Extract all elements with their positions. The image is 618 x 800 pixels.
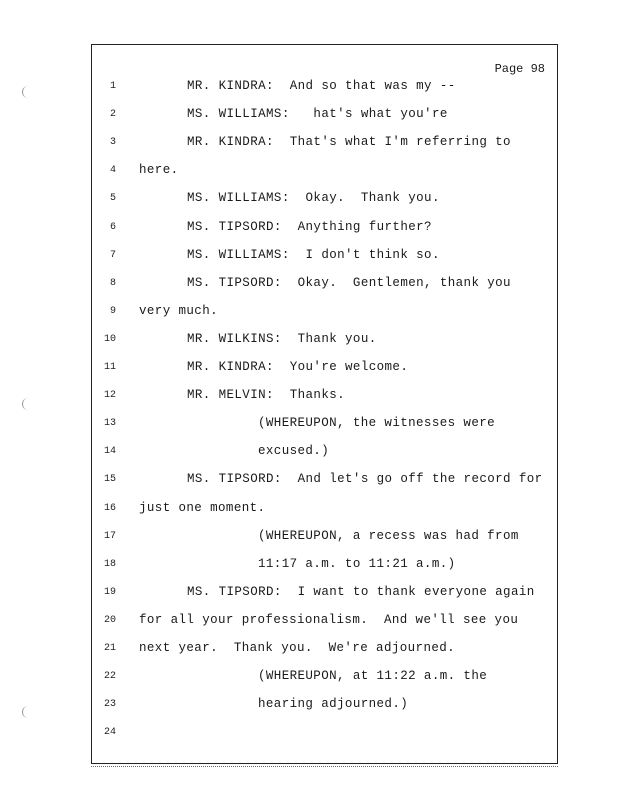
transcript-line-text: next year. Thank you. We're adjourned.: [139, 641, 456, 655]
line-number: 8: [109, 277, 116, 289]
transcript-line-text: MR. MELVIN: Thanks.: [187, 388, 346, 403]
transcript-line-text: MR. WILKINS: Thank you.: [187, 331, 377, 346]
line-number: 1: [109, 81, 116, 92]
punch-hole-mark: [22, 706, 29, 718]
line-number: 21: [103, 643, 116, 654]
line-number: 7: [109, 249, 116, 261]
line-number: 19: [103, 586, 116, 598]
transcript-line-text: here.: [139, 163, 179, 178]
line-number: 4: [109, 165, 116, 177]
line-number: 13: [103, 418, 116, 430]
transcript-line-text: 11:17 a.m. to 11:21 a.m.): [258, 556, 456, 571]
transcript-line-text: MS. TIPSORD: Okay. Gentlemen, thank you: [187, 275, 511, 290]
transcript-line-text: MS. WILLIAMS: hat's what you're: [187, 107, 448, 122]
line-number: 14: [103, 446, 116, 458]
transcript-line-text: MS. WILLIAMS: I don't think so.: [187, 247, 440, 262]
line-number: 16: [103, 502, 116, 514]
line-number: 2: [109, 109, 116, 121]
bottom-rule: [91, 766, 558, 767]
transcript-line-text: MR. KINDRA: You're welcome.: [187, 360, 409, 374]
line-number: 10: [103, 333, 116, 345]
transcript-line-text: (WHEREUPON, the witnesses were: [258, 416, 496, 431]
line-number: 15: [103, 474, 116, 486]
line-number: 3: [109, 137, 116, 149]
page-number: Page 98: [494, 62, 545, 76]
transcript-line-text: very much.: [139, 303, 219, 318]
transcript-line-text: MR. KINDRA: And so that was my --: [187, 79, 456, 93]
transcript-line-text: (WHEREUPON, at 11:22 a.m. the: [258, 669, 488, 684]
line-number: 24: [103, 727, 116, 739]
punch-hole-mark: [22, 86, 29, 98]
transcript-line-text: hearing adjourned.): [258, 697, 409, 712]
transcript-line-text: MS. WILLIAMS: Okay. Thank you.: [187, 191, 440, 206]
transcript-line-text: MS. TIPSORD: And let's go off the record for: [187, 472, 543, 487]
line-number: 20: [103, 614, 116, 626]
line-number: 18: [103, 558, 116, 570]
line-number: 17: [103, 530, 116, 542]
transcript-line-text: MS. TIPSORD: I want to thank everyone again: [187, 584, 535, 599]
line-number: 12: [103, 390, 116, 402]
line-number: 5: [109, 193, 116, 205]
line-number: 6: [109, 221, 116, 233]
line-number: 9: [109, 305, 116, 317]
line-number: 11: [103, 362, 116, 373]
transcript-line-text: just one moment.: [139, 500, 266, 515]
transcript-page-frame: [91, 44, 558, 764]
transcript-line-text: for all your professionalism. And we'll see you: [139, 612, 519, 627]
line-number: 22: [103, 671, 116, 683]
punch-hole-mark: [22, 398, 29, 410]
transcript-line-text: MR. KINDRA: That's what I'm referring to: [187, 135, 511, 150]
transcript-line-text: MS. TIPSORD: Anything further?: [187, 219, 432, 234]
line-number: 23: [103, 699, 116, 711]
transcript-line-text: (WHEREUPON, a recess was had from: [258, 528, 519, 543]
transcript-line-text: excused.): [258, 444, 330, 459]
